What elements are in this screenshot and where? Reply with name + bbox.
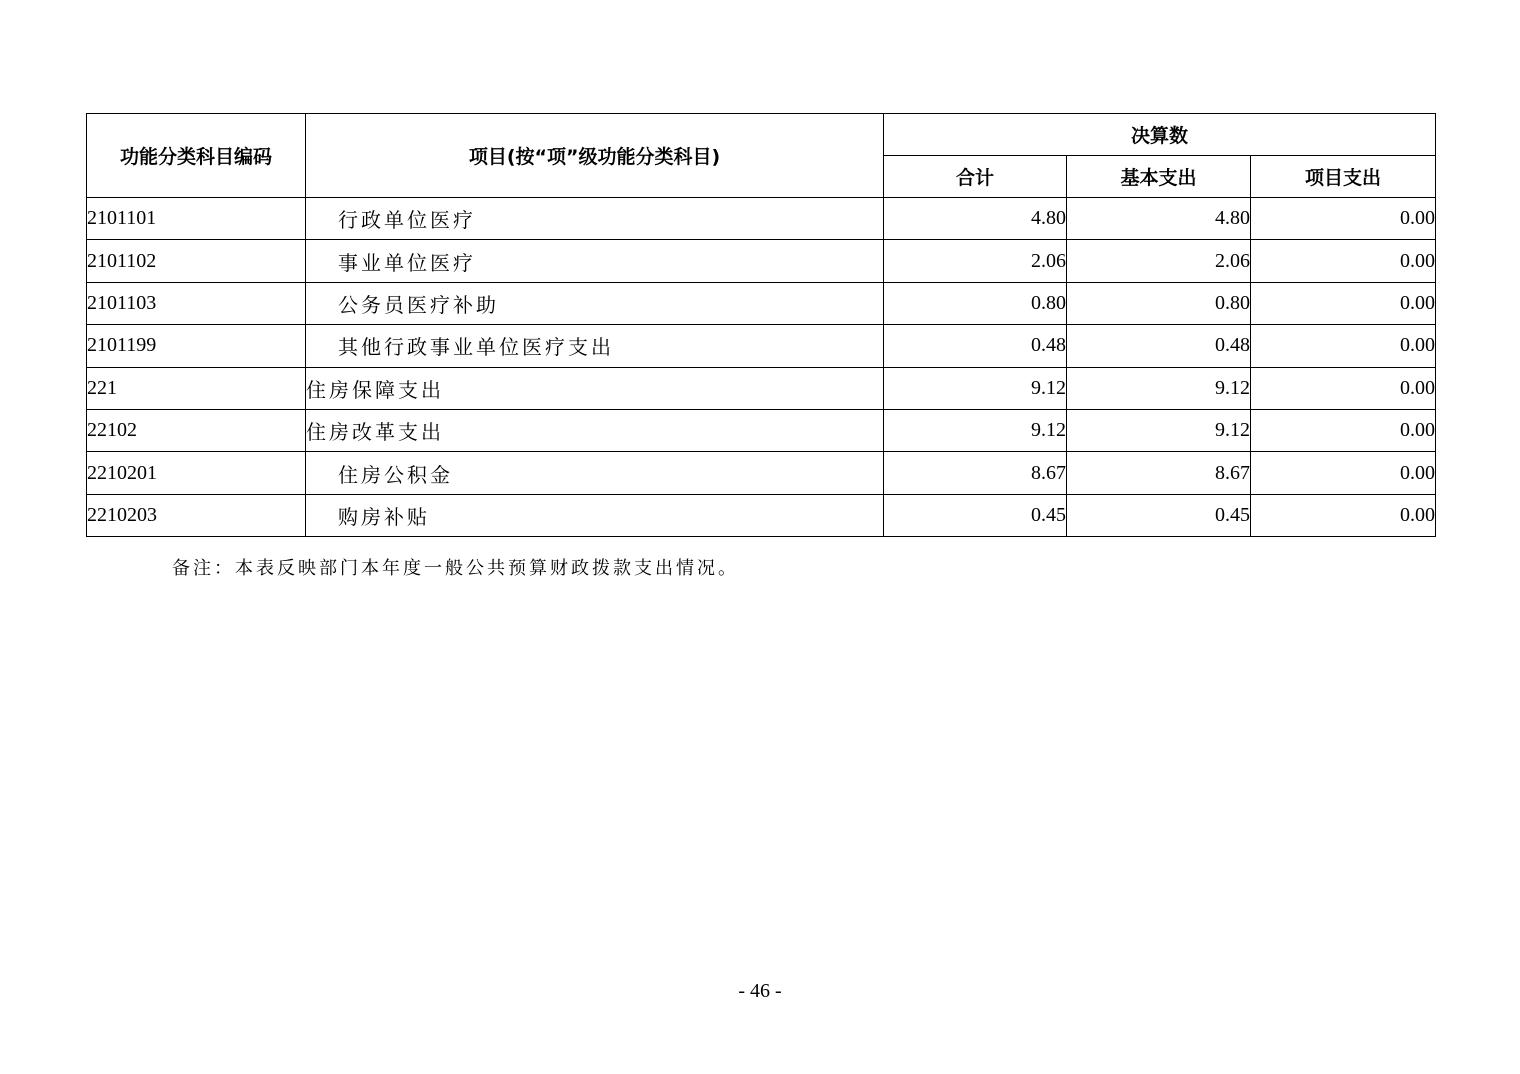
cell-code: 2210201 xyxy=(87,452,306,494)
cell-total: 9.12 xyxy=(884,409,1067,451)
expenditure-table xyxy=(86,113,1436,537)
header-basic: 基本支出 xyxy=(1067,156,1251,198)
cell-project: 0.00 xyxy=(1251,282,1436,324)
cell-project: 0.00 xyxy=(1251,452,1436,494)
cell-total: 9.12 xyxy=(884,367,1067,409)
cell-total: 4.80 xyxy=(884,198,1067,240)
table-row xyxy=(87,240,1436,282)
cell-name: 事业单位医疗 xyxy=(306,240,884,282)
cell-project: 0.00 xyxy=(1251,409,1436,451)
cell-name: 公务员医疗补助 xyxy=(306,282,884,324)
table-row xyxy=(87,494,1436,536)
header-row-1 xyxy=(87,114,1436,156)
table-row xyxy=(87,367,1436,409)
cell-name: 购房补贴 xyxy=(306,494,884,536)
cell-code: 2101101 xyxy=(87,198,306,240)
header-item: 项目(按“项”级功能分类科目) xyxy=(306,114,884,198)
cell-project: 0.00 xyxy=(1251,367,1436,409)
table-row xyxy=(87,282,1436,324)
header-final-accounts: 决算数 xyxy=(884,114,1436,156)
table-row xyxy=(87,198,1436,240)
cell-name: 住房改革支出 xyxy=(306,409,884,451)
cell-code: 2101102 xyxy=(87,240,306,282)
cell-code: 2210203 xyxy=(87,494,306,536)
cell-name: 其他行政事业单位医疗支出 xyxy=(306,325,884,367)
cell-basic: 9.12 xyxy=(1067,409,1251,451)
cell-basic: 9.12 xyxy=(1067,367,1251,409)
cell-name: 行政单位医疗 xyxy=(306,198,884,240)
header-project: 项目支出 xyxy=(1251,156,1436,198)
header-code: 功能分类科目编码 xyxy=(87,114,306,198)
page-number: - 46 - xyxy=(738,980,782,1002)
cell-project: 0.00 xyxy=(1251,325,1436,367)
cell-code: 2101103 xyxy=(87,282,306,324)
cell-code: 22102 xyxy=(87,409,306,451)
cell-basic: 2.06 xyxy=(1067,240,1251,282)
cell-basic: 0.80 xyxy=(1067,282,1251,324)
table-row xyxy=(87,325,1436,367)
cell-total: 0.80 xyxy=(884,282,1067,324)
cell-total: 0.45 xyxy=(884,494,1067,536)
cell-code: 221 xyxy=(87,367,306,409)
header-total: 合计 xyxy=(884,156,1067,198)
cell-project: 0.00 xyxy=(1251,240,1436,282)
cell-project: 0.00 xyxy=(1251,494,1436,536)
cell-name: 住房保障支出 xyxy=(306,367,884,409)
cell-basic: 8.67 xyxy=(1067,452,1251,494)
table-row xyxy=(87,409,1436,451)
cell-total: 0.48 xyxy=(884,325,1067,367)
cell-code: 2101199 xyxy=(87,325,306,367)
table-row xyxy=(87,452,1436,494)
table-note: 备注：本表反映部门本年度一般公共预算财政拨款支出情况。 xyxy=(172,558,739,579)
cell-basic: 0.48 xyxy=(1067,325,1251,367)
cell-basic: 4.80 xyxy=(1067,198,1251,240)
cell-total: 8.67 xyxy=(884,452,1067,494)
cell-name: 住房公积金 xyxy=(306,452,884,494)
cell-basic: 0.45 xyxy=(1067,494,1251,536)
cell-total: 2.06 xyxy=(884,240,1067,282)
cell-project: 0.00 xyxy=(1251,198,1436,240)
